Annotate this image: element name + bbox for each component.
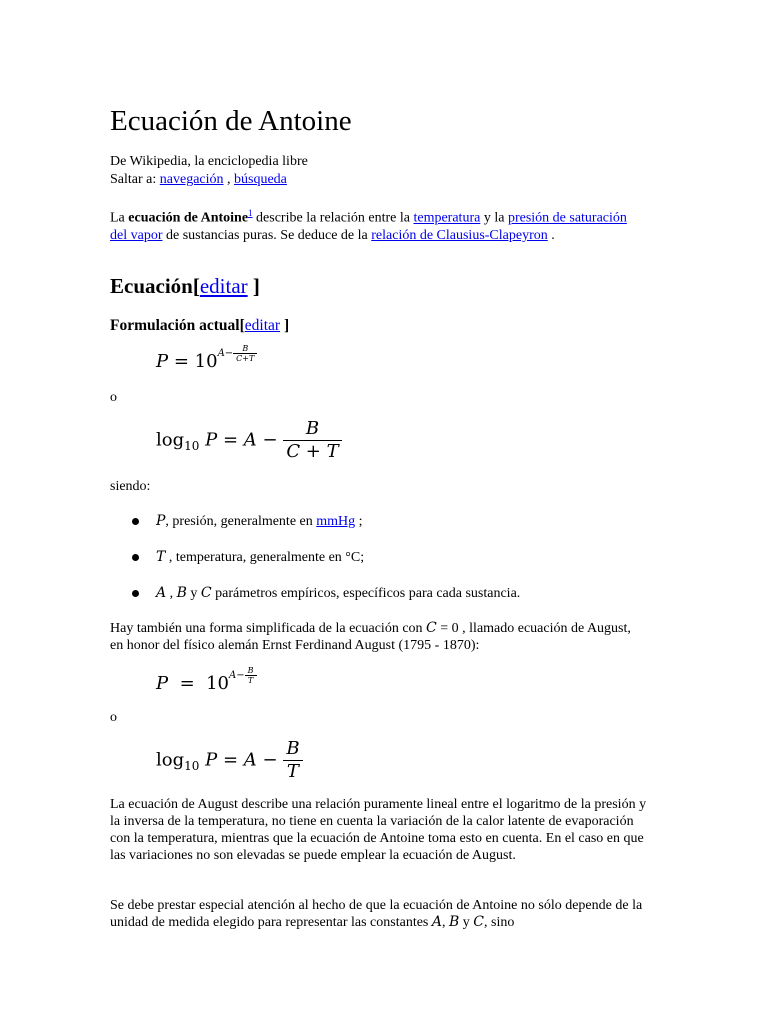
formula-text: P = A − [199,429,278,451]
formula-exp: A− [229,670,245,681]
or-text: o [110,390,117,405]
formula-den: T [283,760,302,783]
list-item [156,585,520,602]
formula-antoine-exponential [156,344,257,372]
list-var: T [156,549,166,565]
siendo-text: siendo: [110,479,151,494]
list-bullet [132,590,139,597]
formula-antoine-log [156,418,342,463]
formula-den: C + T [283,440,341,463]
paragraph-text: , sino [484,915,515,930]
paragraph-var: A [431,914,442,930]
section-title: Ecuación [110,274,193,298]
list-text: , temperatura, generalmente en °C; [165,550,365,565]
formula-num: B [305,418,320,439]
list-text: ; [355,514,363,529]
list-var: P [156,513,166,529]
list-var: B [176,585,187,601]
list-text: , [166,586,177,601]
edit-subsection-link[interactable]: editar [244,317,281,334]
paragraph-simplified [110,620,640,654]
presion-vapor-link[interactable]: presión de saturación del vapor [110,210,627,243]
formula-exp: A− [217,348,234,359]
edit-section-link[interactable]: editar [199,274,248,298]
intro-bold-term: ecuación de Antoine [128,210,249,226]
formula-log: log [156,429,185,451]
intro-paragraph [110,205,630,244]
formula-august-log [156,738,303,783]
intro-text: y la [480,210,508,226]
formula-text: P = A − [199,749,278,771]
intro-text: . [547,227,555,243]
jump-search-link[interactable]: búsqueda [234,172,287,187]
paragraph-text: Se debe prestar especial atención al hecho de que la ecuación de Antoine no sólo depende de la unidad de medida elegido para representar las constantes [110,898,643,930]
reference-link[interactable]: 1 [248,208,253,218]
formula-log-base: 10 [184,759,200,774]
temperatura-link[interactable]: temperatura [413,210,481,226]
list-bullet [132,518,139,525]
intro-text: La [110,210,129,226]
jump-navigation-link[interactable]: navegación [159,172,224,187]
list-item [156,549,364,566]
paragraph-text: = 0 , llamado ecuación de August, en honor del físico alemán Ernst Ferdinand August (1795 - 1870): [110,621,631,653]
paragraph-text: Hay también una forma simplificada de la ecuación con [110,621,427,636]
page-title: Ecuación de Antoine [110,105,352,137]
intro-text: de sustancias puras. Se deduce de la [162,227,372,243]
bracket: ] [280,317,290,334]
paragraph-text: , [442,915,449,930]
list-var: A [156,585,167,601]
subsection-heading-formulacion [110,316,289,335]
formula-exp-num: B [247,666,254,675]
paragraph-var: C [426,620,437,636]
site-subtitle: De Wikipedia, la enciclopedia libre [110,154,308,169]
paragraph-last [110,897,655,931]
list-bullet [132,554,139,561]
or-text: o [110,710,117,725]
clausius-clapeyron-link[interactable]: relación de Clausius-Clapeyron [371,227,548,243]
list-var: C [200,585,212,601]
list-text: , presión, generalmente en [165,514,317,529]
jump-prefix: Saltar a: [110,172,157,187]
paragraph-var: C [473,914,485,930]
formula-log: log [156,749,185,771]
paragraph-var: B [449,914,460,930]
formula-exp-num: B [242,344,249,353]
list-text: y [186,586,201,601]
formula-text: = 10 [168,673,229,694]
intro-text: describe la relación entre la [252,210,414,226]
formula-exp-den: T [245,675,257,685]
formula-exp-den: C+T [233,353,257,363]
formula-text: = 10 [168,351,218,372]
jump-separator: , [223,172,235,187]
subsection-title: Formulación actual [110,317,240,334]
paragraph-august: La ecuación de August describe una relación puramente lineal entre el logaritmo de la presión y la inversa de la temperatura, no tiene en cuenta la variación de la calor latente de evaporación con la temperatura, mientras que la ecuación de Antoine toma esto en cuenta. En el caso en que las variaciones no son elevadas se puede emplear la ecuación de August. [110,797,647,863]
bracket: [ [239,317,245,334]
mmhg-link[interactable]: mmHg [316,514,356,529]
list-item [156,513,363,530]
section-heading-ecuacion [110,273,260,299]
formula-var: P [156,673,169,694]
formula-august-exponential [156,666,257,694]
formula-var: P [156,351,169,372]
formula-log-base: 10 [184,439,200,454]
list-text: parámetros empíricos, específicos para cada sustancia. [211,586,521,601]
paragraph-text: y [459,915,474,930]
bracket: [ [192,274,200,298]
formula-num: B [286,738,300,759]
bracket: ] [247,274,260,298]
jump-links [110,171,665,188]
